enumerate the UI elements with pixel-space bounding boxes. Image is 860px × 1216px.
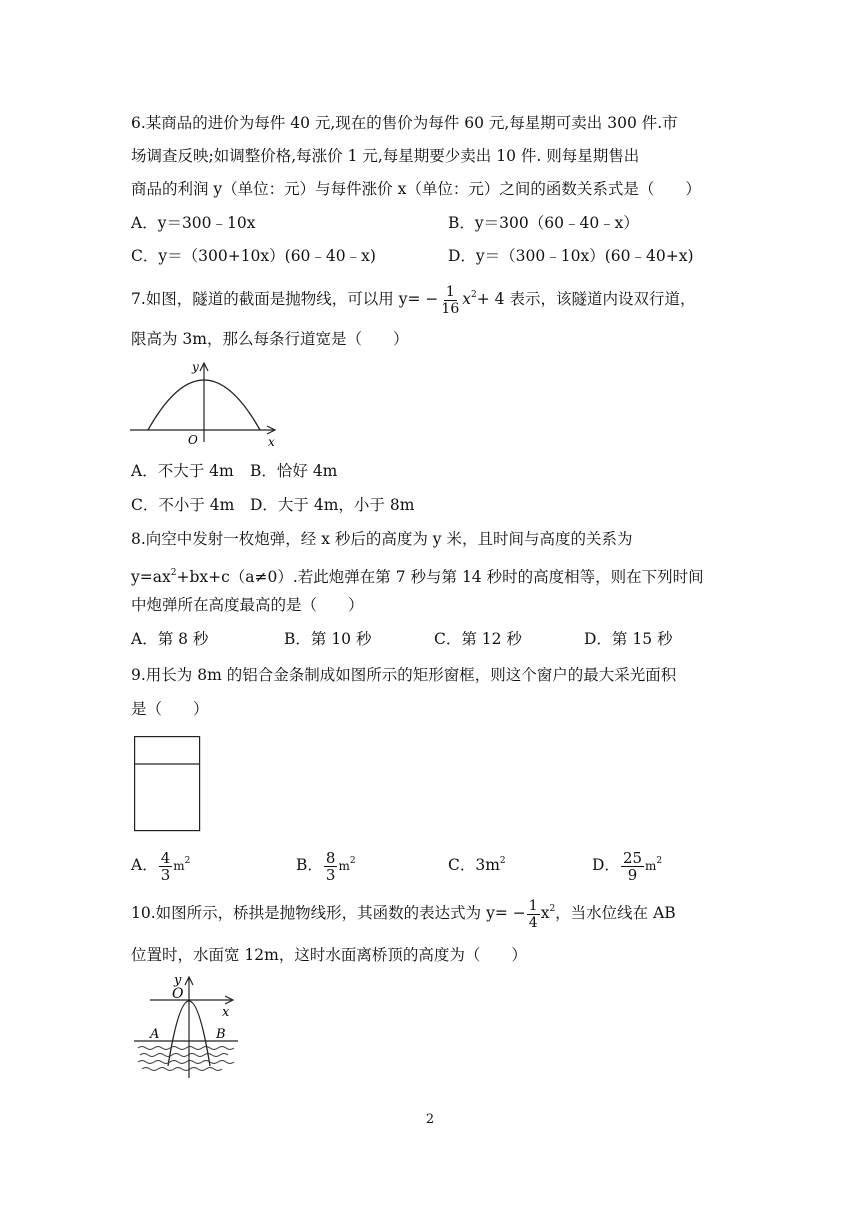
q10-point-a-label: A [150, 1027, 160, 1042]
q10-line-1-suffix: ，当水位线在 AB [555, 904, 676, 922]
q9-option-b [296, 843, 356, 884]
q9-option-b-label: B． [296, 856, 323, 874]
q10-bridge-figure [134, 970, 244, 1082]
q8-line-2 [131, 562, 704, 588]
q7-line-2: 限高为 3m，那么每条行道宽是（ ） [131, 330, 409, 348]
q8-option-a: A．第 8 秒 [131, 630, 209, 648]
q10-wave-4 [142, 1068, 222, 1071]
q7-formula [425, 283, 509, 317]
q9-option-c-unit-exp: 2 [499, 856, 506, 866]
q8-line-1: 8.向空中发射一枚炮弹，经 x 秒后的高度为 y 米，且时间与高度的关系为 [131, 530, 633, 548]
q10-fraction-num: 1 [528, 897, 538, 914]
q10-y-label: y [174, 973, 182, 988]
q9-option-d-unit: m [645, 859, 657, 873]
q7-fraction-den: 16 [441, 300, 460, 317]
page-number: 2 [425, 1112, 435, 1127]
q9-window-frame [135, 737, 200, 831]
q9-option-d-den: 9 [627, 865, 638, 884]
q9-line-1: 9.用长为 8m 的铝合金条制成如图所示的矩形窗框，则这个窗户的最大采光面积 [131, 666, 677, 684]
q9-option-a-unit-exp: 2 [184, 856, 191, 866]
q9-option-d-unit-exp: 2 [656, 856, 663, 866]
q10-origin-label: O [172, 986, 184, 1002]
q9-option-d-fraction [621, 850, 644, 883]
q6-option-b: B．y＝300（60﹣40﹣x） [448, 214, 639, 232]
q6-line-3: 商品的利润 y（单位：元）与每件涨价 x（单位：元）之间的函数关系式是（ ） [131, 180, 701, 198]
q10-wave-1 [138, 1047, 234, 1050]
q8-line-2-suffix: +bx+c（a≠0）.若此炮弹在第 7 秒与第 14 秒时的高度相等，则在下列时间 [176, 568, 704, 586]
q9-line-2: 是（ ） [131, 700, 209, 718]
q9-option-a-unit: m [173, 859, 185, 873]
q7-tunnel-figure [128, 358, 288, 448]
q10-formula-var: x [540, 904, 550, 922]
q6-line-1: 6.某商品的进价为每件 40 元,现在的售价为每件 60 元,每星期可卖出 300 件.市 [131, 114, 678, 132]
q7-formula-exp: 2 [470, 290, 477, 300]
q7-origin-label: O [188, 433, 198, 447]
q9-option-b-den: 3 [325, 865, 336, 884]
q6-option-c: C．y＝（300+10x）(60﹣40﹣x) [131, 247, 376, 265]
q7-x-label: x [268, 435, 275, 449]
q9-option-b-unit: m [338, 859, 350, 873]
q8-line-2-exp: 2 [170, 568, 177, 578]
q7-fraction [439, 284, 461, 317]
q8-option-c: C．第 12 秒 [434, 630, 522, 648]
q10-fraction-den: 4 [528, 914, 538, 931]
q10-point-b-label: B [216, 1027, 226, 1042]
q10-line-2: 位置时，水面宽 12m，这时水面离桥顶的高度为（ ） [131, 946, 527, 964]
q10-line-1-prefix: 10.如图所示，桥拱是抛物线形，其函数的表达式为 y= [131, 904, 508, 922]
q6-option-d: D．y＝（300﹣10x）(60﹣40+x) [448, 247, 694, 265]
q10-formula-neg: − [512, 904, 526, 922]
q10-formula-exp: 2 [549, 904, 556, 914]
q10-wave-3 [138, 1061, 234, 1064]
q10-fraction [527, 898, 540, 931]
q9-option-c [448, 843, 506, 883]
q7-line-1-prefix: 7.如图，隧道的截面是抛物线，可以用 y= [131, 290, 421, 308]
q9-window-figure [134, 736, 202, 834]
q9-option-b-fraction [324, 850, 338, 883]
q7-formula-neg: − [425, 290, 439, 308]
q8-option-d: D．第 15 秒 [584, 630, 673, 648]
q7-option-b: B．恰好 4m [250, 462, 338, 480]
q9-option-a [131, 843, 190, 884]
q7-y-label: y [192, 360, 199, 374]
q9-option-d [592, 843, 662, 884]
q8-option-b: B．第 10 秒 [284, 630, 372, 648]
q7-formula-tail: + 4 [476, 290, 505, 308]
q9-option-a-fraction [159, 850, 173, 883]
q10-line-1 [131, 892, 676, 931]
q9-option-a-num: 4 [160, 848, 171, 867]
q6-option-a: A．y＝300﹣10x [131, 214, 256, 232]
q10-x-label: x [222, 1005, 230, 1020]
q9-option-c-label: C．3m [448, 856, 500, 874]
q8-line-3: 中炮弹所在高度最高的是（ ） [131, 596, 364, 614]
q9-option-d-num: 25 [622, 848, 643, 867]
q7-fraction-num: 1 [445, 283, 455, 300]
q7-line-1-suffix: 表示，该隧道内设双行道， [509, 290, 696, 308]
q7-option-c: C．不小于 4m [131, 496, 235, 514]
q7-formula-var: x [462, 290, 471, 308]
q7-line-1 [131, 278, 695, 317]
q9-option-b-num: 8 [325, 848, 336, 867]
q9-option-d-label: D． [592, 856, 620, 874]
q8-line-2-prefix: y=ax [131, 568, 171, 586]
q6-line-2: 场调查反映;如调整价格,每涨价 1 元,每星期要少卖出 10 件. 则每星期售出 [131, 147, 640, 165]
q10-formula [512, 897, 556, 931]
q10-wave-2 [140, 1054, 228, 1057]
q9-option-b-unit-exp: 2 [349, 856, 356, 866]
q7-option-d: D．大于 4m，小于 8m [250, 496, 415, 514]
q10-water-waves [138, 1047, 234, 1071]
q9-option-a-den: 3 [160, 865, 171, 884]
q7-option-a: A．不大于 4m [131, 462, 234, 480]
q9-option-a-label: A． [131, 856, 158, 874]
